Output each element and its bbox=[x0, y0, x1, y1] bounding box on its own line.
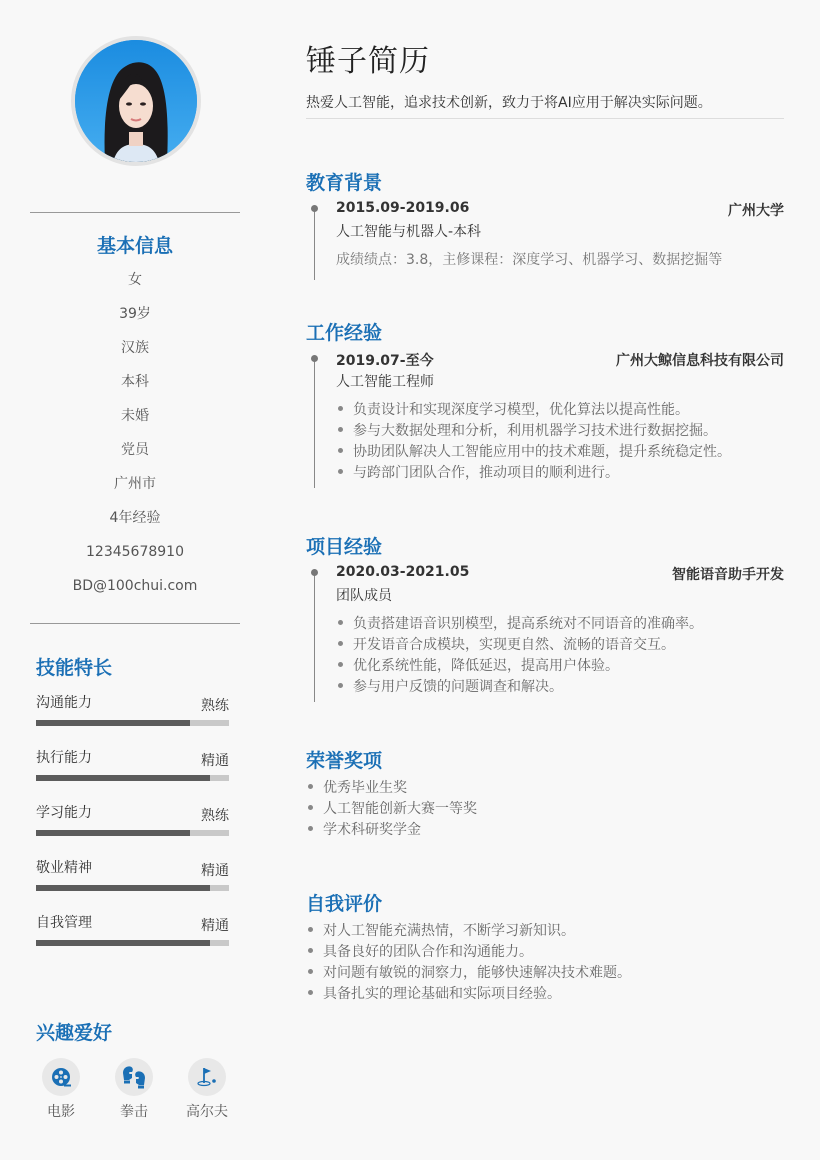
skill-name: 沟通能力 bbox=[36, 695, 92, 711]
skill-bar-fill bbox=[36, 830, 190, 836]
project-entry bbox=[306, 564, 784, 704]
bullet-item: 与跨部门团队合作，推动项目的顺利进行。 bbox=[336, 462, 619, 482]
avatar bbox=[71, 36, 201, 166]
hobby-label: 拳击 bbox=[120, 1104, 148, 1120]
hobby-label: 电影 bbox=[47, 1104, 75, 1120]
entry-org: 广州大学 bbox=[728, 203, 784, 219]
bullet-item: 参与大数据处理和分析，利用机器学习技术进行数据挖掘。 bbox=[336, 420, 717, 440]
honors-title: 荣誉奖项 bbox=[306, 750, 383, 772]
motto: 热爱人工智能，追求技术创新，致力于将AI应用于解决实际问题。 bbox=[306, 92, 784, 119]
skill-bar-fill bbox=[36, 885, 210, 891]
bullet-item: 协助团队解决人工智能应用中的技术难题，提升系统稳定性。 bbox=[336, 441, 731, 461]
work-title: 工作经验 bbox=[306, 322, 383, 344]
timeline-line bbox=[314, 358, 315, 488]
timeline-line bbox=[314, 572, 315, 702]
entry-date: 2019.07-至今 bbox=[336, 353, 434, 369]
basic-info-list bbox=[30, 268, 240, 608]
skill-item bbox=[36, 912, 229, 952]
political-status: 党员 bbox=[121, 442, 149, 458]
skill-level: 精通 bbox=[201, 918, 229, 934]
skill-bar bbox=[36, 885, 229, 891]
hobby-label: 高尔夫 bbox=[186, 1104, 228, 1120]
page-title: 锤子简历 bbox=[306, 44, 430, 79]
portrait-photo bbox=[75, 40, 197, 162]
timeline-dot bbox=[311, 569, 318, 576]
phone: 12345678910 bbox=[86, 544, 184, 560]
hobby-item bbox=[111, 1058, 184, 1121]
sidebar bbox=[0, 0, 270, 1160]
film-reel-icon bbox=[42, 1058, 80, 1096]
hobby-item bbox=[184, 1058, 257, 1121]
education-level: 本科 bbox=[121, 374, 149, 390]
skill-item bbox=[36, 857, 229, 897]
honor-item: 学术科研奖学金 bbox=[306, 819, 421, 839]
gender: 女 bbox=[128, 272, 142, 288]
skill-bar-fill bbox=[36, 720, 190, 726]
timeline-line bbox=[314, 208, 315, 280]
bullet-item: 负责搭建语音识别模型，提高系统对不同语音的准确率。 bbox=[336, 613, 703, 633]
divider bbox=[30, 212, 240, 213]
basic-info-title: 基本信息 bbox=[96, 235, 173, 257]
entry-role: 团队成员 bbox=[336, 588, 392, 604]
bullet-item: 负责设计和实现深度学习模型，优化算法以提高性能。 bbox=[336, 399, 689, 419]
entry-date: 2020.03-2021.05 bbox=[336, 564, 470, 580]
bullet-item: 参与用户反馈的问题调查和解决。 bbox=[336, 676, 563, 696]
skill-level: 熟练 bbox=[201, 808, 229, 824]
skill-level: 精通 bbox=[201, 863, 229, 879]
divider bbox=[30, 623, 240, 624]
honor-item: 优秀毕业生奖 bbox=[306, 777, 407, 797]
skill-item bbox=[36, 802, 229, 842]
marital-status: 未婚 bbox=[121, 408, 149, 424]
self-eval-item: 具备良好的团队合作和沟通能力。 bbox=[306, 941, 533, 961]
ethnicity: 汉族 bbox=[121, 340, 149, 356]
skills-title: 技能特长 bbox=[36, 657, 113, 679]
entry-org: 广州大鲸信息科技有限公司 bbox=[616, 353, 784, 369]
skill-bar bbox=[36, 720, 229, 726]
honor-item: 人工智能创新大赛一等奖 bbox=[306, 798, 477, 818]
self-eval-item: 对人工智能充满热情，不断学习新知识。 bbox=[306, 920, 575, 940]
skill-item bbox=[36, 692, 229, 732]
skill-item bbox=[36, 747, 229, 787]
entry-role: 人工智能工程师 bbox=[336, 374, 434, 390]
timeline-dot bbox=[311, 355, 318, 362]
entry-desc: 成绩绩点：3.8，主修课程：深度学习、机器学习、数据挖掘等 bbox=[336, 252, 723, 268]
skill-bar-fill bbox=[36, 940, 210, 946]
skill-bar bbox=[36, 775, 229, 781]
skill-bar bbox=[36, 830, 229, 836]
hobbies-list bbox=[38, 1058, 257, 1121]
city: 广州市 bbox=[114, 476, 156, 492]
education-title: 教育背景 bbox=[306, 172, 383, 194]
work-entry bbox=[306, 350, 784, 490]
projects-title: 项目经验 bbox=[306, 536, 383, 558]
skill-name: 敬业精神 bbox=[36, 860, 92, 876]
skill-level: 熟练 bbox=[201, 698, 229, 714]
timeline-dot bbox=[311, 205, 318, 212]
age: 39岁 bbox=[119, 306, 151, 322]
self-eval-item: 对问题有敏锐的洞察力，能够快速解决技术难题。 bbox=[306, 962, 631, 982]
entry-date: 2015.09-2019.06 bbox=[336, 200, 470, 216]
skill-bar bbox=[36, 940, 229, 946]
experience-years: 4年经验 bbox=[109, 510, 161, 526]
self-eval-title: 自我评价 bbox=[306, 893, 383, 915]
skill-bar-fill bbox=[36, 775, 210, 781]
boxing-gloves-icon bbox=[115, 1058, 153, 1096]
bullet-item: 开发语音合成模块，实现更自然、流畅的语音交互。 bbox=[336, 634, 675, 654]
skill-name: 执行能力 bbox=[36, 750, 92, 766]
bullet-item: 优化系统性能，降低延迟，提高用户体验。 bbox=[336, 655, 619, 675]
email: BD@100chui.com bbox=[72, 578, 198, 594]
skill-level: 精通 bbox=[201, 753, 229, 769]
entry-role: 人工智能与机器人-本科 bbox=[336, 224, 482, 240]
education-entry bbox=[306, 200, 784, 280]
entry-org: 智能语音助手开发 bbox=[672, 567, 784, 583]
self-eval-item: 具备扎实的理论基础和实际项目经验。 bbox=[306, 983, 561, 1003]
hobbies-title: 兴趣爱好 bbox=[36, 1022, 113, 1044]
hobby-item bbox=[38, 1058, 111, 1121]
golf-flag-icon bbox=[188, 1058, 226, 1096]
skill-name: 学习能力 bbox=[36, 805, 92, 821]
skill-name: 自我管理 bbox=[36, 915, 92, 931]
